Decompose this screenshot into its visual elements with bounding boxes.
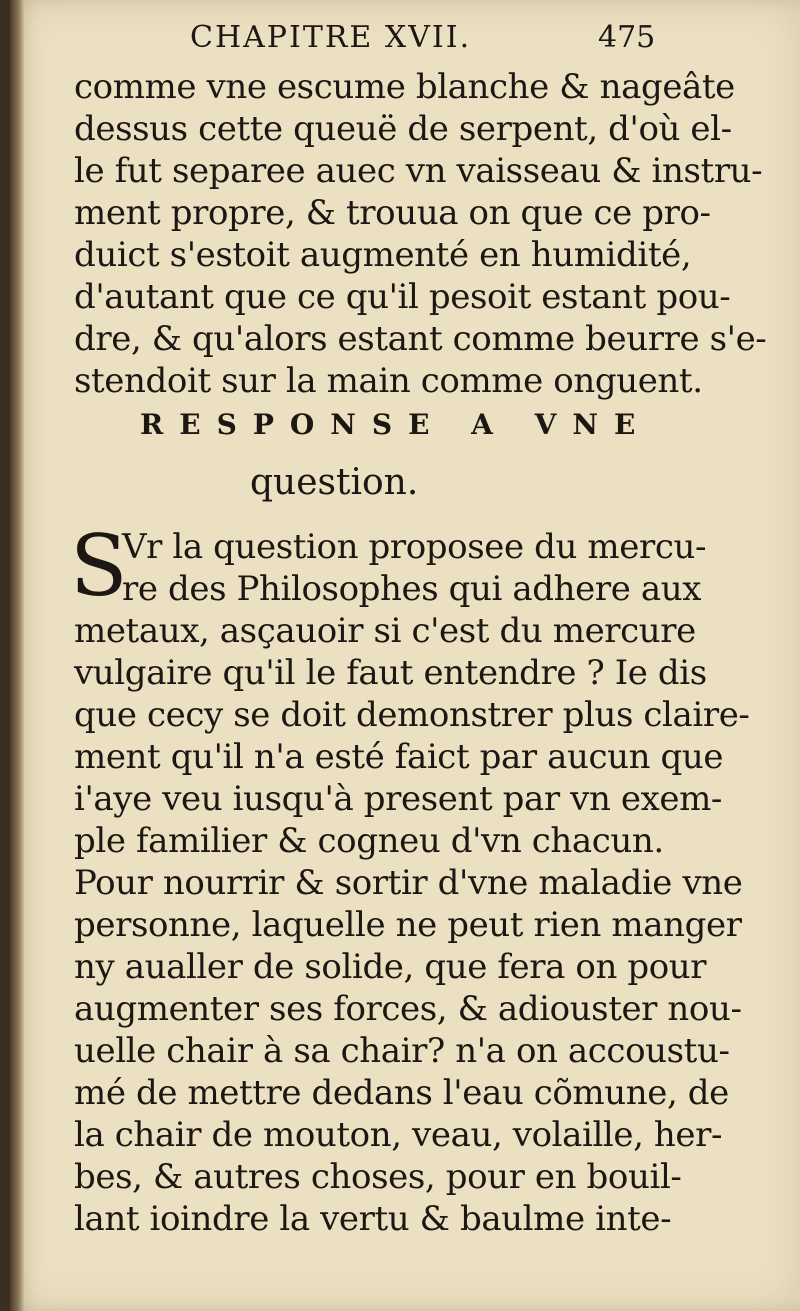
book-gutter: [10, 0, 24, 1311]
text-line: Vr la question proposee du mercu-: [122, 527, 707, 567]
text-line: d'autant que ce qu'il pesoit estant pou-: [74, 277, 731, 317]
text-line: lant ioindre la vertu & baulme inte-: [74, 1199, 672, 1239]
text-line: ny aualler de solide, que fera on pour: [74, 947, 707, 987]
text-line: uelle chair à sa chair? n'a on accoustu-: [74, 1031, 730, 1071]
page-number: 475: [598, 20, 656, 55]
text-line: dre, & qu'alors estant comme beurre s'e-: [74, 319, 767, 359]
text-line: ment propre, & trouua on que ce pro-: [74, 193, 711, 233]
text-line: mé de mettre dedans l'eau cõmune, de: [74, 1073, 729, 1113]
text-line: le fut separee auec vn vaisseau & instru-: [74, 151, 763, 191]
text-line: ment qu'il n'a esté faict par aucun que: [74, 737, 724, 777]
text-line: vulgaire qu'il le faut entendre ? Ie dis: [74, 653, 707, 693]
text-line: metaux, asçauoir si c'est du mercure: [74, 611, 696, 651]
drop-cap: S: [70, 517, 128, 615]
text-line: stendoit sur la main comme onguent.: [74, 361, 703, 401]
text-line: personne, laquelle ne peut rien manger: [74, 905, 742, 945]
text-line: bes, & autres choses, pour en bouil-: [74, 1157, 682, 1197]
text-line: i'aye veu iusqu'à present par vn exem-: [74, 779, 722, 819]
running-header: CHAPITRE XVII.: [190, 20, 472, 55]
text-line: re des Philosophes qui adhere aux: [122, 569, 701, 609]
text-line: augmenter ses forces, & adiouster nou-: [74, 989, 742, 1029]
text-line: duict s'estoit augmenté en humidité,: [74, 235, 692, 275]
text-line: que cecy se doit demonstrer plus claire-: [74, 695, 750, 735]
text-line: dessus cette queuë de serpent, d'où el-: [74, 109, 732, 149]
text-line: la chair de mouton, veau, volaille, her-: [74, 1115, 723, 1155]
section-subheading: question.: [250, 462, 419, 503]
text-line: Pour nourrir & sortir d'vne maladie vne: [74, 863, 743, 903]
text-line: ple familier & cogneu d'vn chacun.: [74, 821, 664, 861]
book-page: [10, 0, 800, 1311]
section-heading: RESPONSE A VNE: [140, 408, 652, 441]
text-line: comme vne escume blanche & nageâte: [74, 67, 735, 107]
